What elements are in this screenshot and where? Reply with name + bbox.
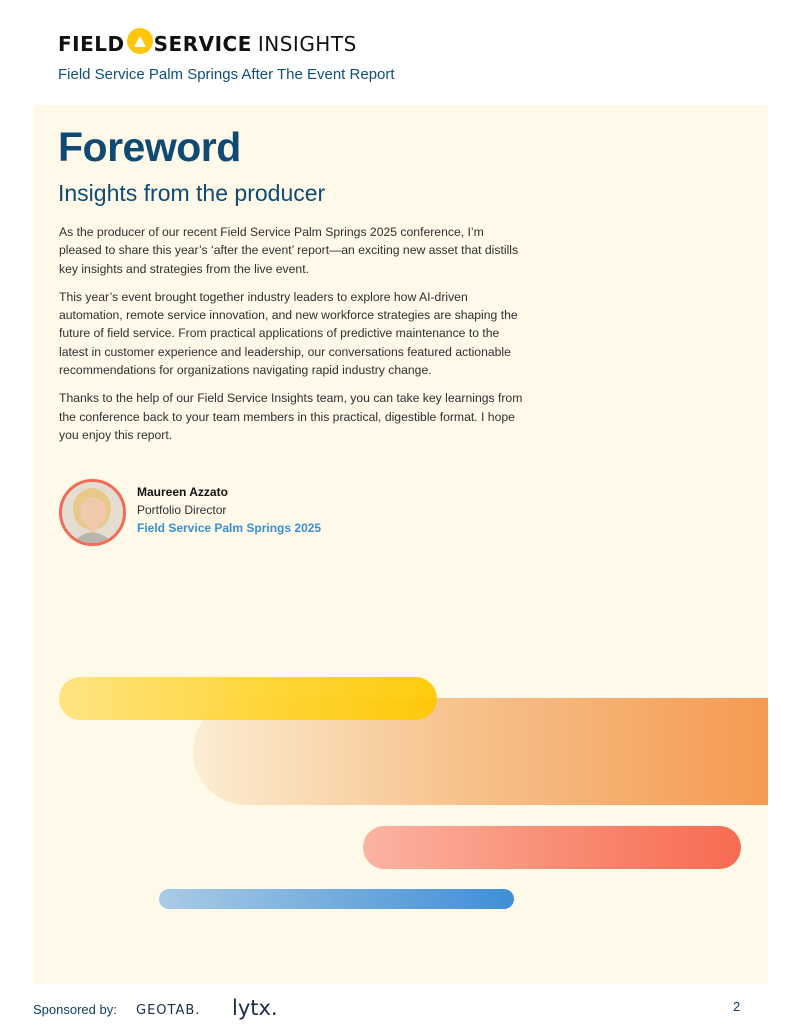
- decorative-blue-bar: [159, 889, 514, 909]
- logo-text-insights: INSIGHTS: [257, 32, 357, 56]
- page-number: 2: [733, 999, 741, 1014]
- author-event: Field Service Palm Springs 2025: [137, 521, 322, 535]
- paragraph: As the producer of our recent Field Service Palm Springs 2025 conference, I’m pleased to share this year’s ‘after the event’ report—an exciting new asset that distills key insights and strategies from the live event.: [59, 225, 519, 276]
- paragraph: This year’s event brought together industry leaders to explore how AI-driven automation, remote service innovation, and new workforce strategies are shaping the future of field service. From practical applications of predictive maintenance to the latest in customer experience and leadership, our conversations featured actionable recommendations for organizations navigating rapid industry change.: [59, 289, 518, 378]
- sponsor-geotab-logo: GEOTAB.: [136, 1003, 201, 1018]
- sponsor-lytx-logo: lytx.: [232, 996, 278, 1020]
- sponsored-label: Sponsored by:: [33, 1002, 117, 1017]
- paragraph: Thanks to the help of our Field Service Insights team, you can take key learnings from the conference back to your team members in this practical, digestible format. I hope you enjoy this report.: [59, 391, 523, 442]
- decorative-yellow-bar: [59, 677, 437, 720]
- author-avatar: [59, 479, 126, 546]
- section-heading: Insights from the producer: [58, 180, 326, 206]
- logo-text-service: SERVICE: [153, 32, 252, 56]
- report-subtitle: Field Service Palm Springs After The Event Report: [58, 66, 395, 83]
- logo-triangle-icon: [127, 28, 153, 54]
- logo-text-field: FIELD: [58, 32, 125, 56]
- decorative-coral-bar: [363, 826, 741, 869]
- foreword-body: [59, 223, 529, 454]
- author-role: Portfolio Director: [137, 503, 227, 517]
- page-title: Foreword: [58, 124, 241, 170]
- author-name: Maureen Azzato: [137, 485, 228, 499]
- brand-logo: [58, 31, 357, 57]
